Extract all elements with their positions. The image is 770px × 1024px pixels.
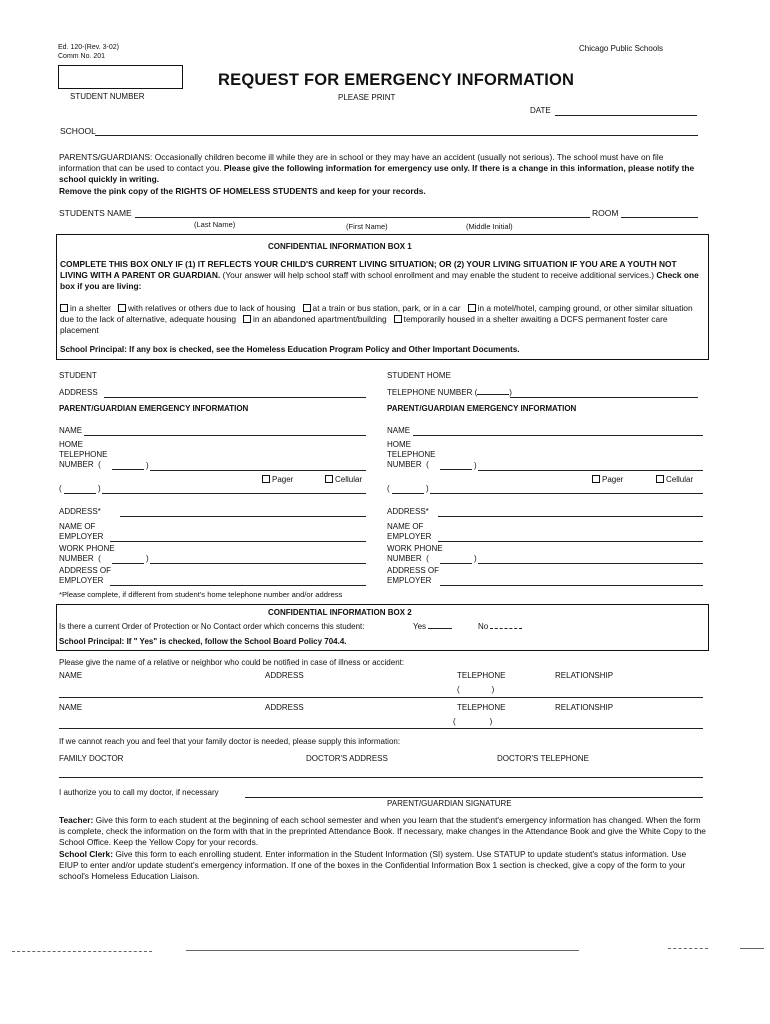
guardian2-alt-area-code[interactable] xyxy=(392,493,424,494)
relative2-name-label: NAME xyxy=(59,703,83,712)
guardian2-pager-option[interactable]: Pager xyxy=(592,475,623,484)
student-home-label: STUDENT HOME xyxy=(387,371,451,380)
please-print-note: PLEASE PRINT xyxy=(338,93,396,102)
authorize-statement: I authorize you to call my doctor, if necessary xyxy=(59,788,219,797)
student-number-label: STUDENT NUMBER xyxy=(70,92,145,101)
relative1-telephone-label: TELEPHONE xyxy=(457,671,506,680)
guardian1-employer-label: NAME OF EMPLOYER xyxy=(59,522,104,541)
guardian1-work-area-code[interactable] xyxy=(112,563,144,564)
guardian2-address-label: ADDRESS* xyxy=(387,507,429,516)
box1-title: CONFIDENTIAL INFORMATION BOX 1 xyxy=(268,242,412,251)
room-field[interactable] xyxy=(621,217,698,218)
guardian1-name-label: NAME xyxy=(59,426,83,435)
guardian1-area-code[interactable] xyxy=(112,469,144,470)
paren-close: ) xyxy=(146,461,149,470)
guardian1-alt-area-code[interactable] xyxy=(64,493,96,494)
relative1-address-label: ADDRESS xyxy=(265,671,304,680)
pg-emergency-right-heading: PARENT/GUARDIAN EMERGENCY INFORMATION xyxy=(387,404,577,413)
checkbox-icon[interactable] xyxy=(468,304,476,312)
paren-close: ) xyxy=(426,484,429,493)
confidential-box-1 xyxy=(56,234,709,360)
guardian2-area-code[interactable] xyxy=(440,469,472,470)
form-comm-number: Comm No. 201 xyxy=(58,53,106,60)
box2-title: CONFIDENTIAL INFORMATION BOX 2 xyxy=(268,608,412,617)
relative2-phone-parens[interactable]: ( ) xyxy=(453,717,493,726)
last-name-caption: (Last Name) xyxy=(194,220,236,229)
signature-field[interactable] xyxy=(245,797,703,798)
guardian1-work-phone-label: WORK PHONE NUMBER ( xyxy=(59,544,115,563)
relative1-relationship-label: RELATIONSHIP xyxy=(555,671,614,680)
guardian2-work-phone-label: WORK PHONE NUMBER ( xyxy=(387,544,443,563)
relative2-relationship-label: RELATIONSHIP xyxy=(555,703,614,712)
intro-paragraph: PARENTS/GUARDIANS: Occasionally children become ill while they are in school or they may have an accident (usually not serious). The school must have on file information that can be used to contact you. Please give the following information for emergency use only. If there is a change in this information, please notify the school quickly in writing. xyxy=(59,152,695,184)
checkbox-icon[interactable] xyxy=(325,475,333,483)
scan-artifact-line xyxy=(668,948,708,949)
date-label: DATE xyxy=(530,106,551,115)
scan-artifact-line xyxy=(12,951,152,952)
paren-close: ) xyxy=(146,554,149,563)
guardian1-home-phone-label: HOME TELEPHONE NUMBER ( xyxy=(59,440,108,469)
guardian2-employer-address-field[interactable] xyxy=(440,585,703,586)
box2-yes-option[interactable]: Yes xyxy=(413,622,452,631)
student-name-field[interactable] xyxy=(135,217,590,218)
scan-artifact-line xyxy=(186,950,579,951)
student-telephone-field[interactable] xyxy=(510,397,698,398)
signature-caption: PARENT/GUARDIAN SIGNATURE xyxy=(387,799,512,808)
guardian2-address-field[interactable] xyxy=(438,516,703,517)
guardian2-name-field[interactable] xyxy=(413,435,703,436)
teacher-instructions: Teacher: Give this form to each student at the beginning of each school semester and when you learn that the student's emergency information has changed. When the form is complete, check the information on the form with that in the preprinted Attendance Book. If necessary, make changes in the Attendance Book and give the White Copy to the School Office. Keep the Yellow Copy for your records. xyxy=(59,815,706,847)
checkbox-icon[interactable] xyxy=(118,304,126,312)
relative1-row-field[interactable] xyxy=(59,697,703,698)
guardian2-name-label: NAME xyxy=(387,426,411,435)
relative1-phone-parens[interactable]: ( ) xyxy=(457,685,495,694)
guardian2-employer-field[interactable] xyxy=(438,541,703,542)
guardian1-employer-address-label: ADDRESS OF EMPLOYER xyxy=(59,566,112,585)
doctor-intro: If we cannot reach you and feel that your family doctor is needed, please supply this information: xyxy=(59,737,401,746)
option-station[interactable]: at a train or bus station, park, or in a car xyxy=(303,303,461,313)
student-name-label: STUDENTS NAME xyxy=(59,208,132,218)
clerk-instructions: School Clerk: Give this form to each enrolling student. Enter information in the Student Information (SI) system. Use STATUP to update student's status information. Use EIUP to enter and/or update student's emergency information. If one of the boxes in the Confidential Information Box 1 section is checked, give a copy of the form to your school's Homeless Education Liaison. xyxy=(59,849,687,881)
box2-question: Is there a current Order of Protection or No Contact order which concerns this student: xyxy=(59,622,365,631)
pink-copy-note: Remove the pink copy of the RIGHTS OF HOMELESS STUDENTS and keep for your records. xyxy=(59,186,426,196)
scan-artifact-line xyxy=(740,948,764,949)
checkbox-icon[interactable] xyxy=(262,475,270,483)
guardian1-address-field[interactable] xyxy=(120,516,366,517)
doctors-telephone-label: DOCTOR'S TELEPHONE xyxy=(497,754,589,763)
room-label: ROOM xyxy=(592,208,619,218)
student-address-field[interactable] xyxy=(104,397,366,398)
guardian1-home-phone-field[interactable] xyxy=(150,470,366,471)
paren-open: ( xyxy=(59,484,62,493)
checkbox-icon[interactable] xyxy=(60,304,68,312)
checkbox-icon[interactable] xyxy=(303,304,311,312)
address-footnote: *Please complete, if different from student's home telephone number and/or address xyxy=(59,590,343,599)
paren-close: ) xyxy=(474,554,477,563)
student-address-label: ADDRESS xyxy=(59,388,98,397)
paren-close: ) xyxy=(474,461,477,470)
option-motel[interactable]: in a motel/hotel, camping ground, or other similar situation due to the lack of alternative, adequate housing xyxy=(60,303,693,324)
guardian1-employer-address-field[interactable] xyxy=(110,585,366,586)
guardian1-address-label: ADDRESS* xyxy=(59,507,101,516)
guardian1-alt-phone-field[interactable] xyxy=(102,493,366,494)
student-label: STUDENT xyxy=(59,371,97,380)
pg-emergency-left-heading: PARENT/GUARDIAN EMERGENCY INFORMATION xyxy=(59,404,249,413)
guardian1-cellular-option[interactable]: Cellular xyxy=(325,475,362,484)
checkbox-icon[interactable] xyxy=(592,475,600,483)
doctors-address-label: DOCTOR'S ADDRESS xyxy=(306,754,388,763)
option-shelter[interactable]: in a shelter xyxy=(60,303,111,313)
checkbox-icon[interactable] xyxy=(656,475,664,483)
student-number-box[interactable] xyxy=(58,65,183,89)
checkbox-icon[interactable] xyxy=(243,315,251,323)
relative2-telephone-label: TELEPHONE xyxy=(457,703,506,712)
guardian2-home-phone-field[interactable] xyxy=(478,470,703,471)
box1-principal-note: School Principal: If any box is checked, see the Homeless Education Program Policy and Other Important Documents. xyxy=(60,345,520,354)
middle-initial-caption: (Middle Initial) xyxy=(466,222,513,231)
relative2-row-field[interactable] xyxy=(59,728,703,729)
date-field[interactable] xyxy=(555,115,697,116)
guardian1-work-phone-field[interactable] xyxy=(150,563,366,564)
option-relatives[interactable]: with relatives or others due to lack of housing xyxy=(118,303,296,313)
guardian2-work-area-code[interactable] xyxy=(440,563,472,564)
option-abandoned[interactable]: in an abandoned apartment/building xyxy=(243,314,387,324)
paren-close: ) xyxy=(98,484,101,493)
relatives-intro: Please give the name of a relative or neighbor who could be notified in case of illness or accident: xyxy=(59,658,405,667)
first-name-caption: (First Name) xyxy=(346,222,388,231)
guardian1-pager-option[interactable]: Pager xyxy=(262,475,293,484)
relative2-address-label: ADDRESS xyxy=(265,703,304,712)
school-field[interactable] xyxy=(95,135,698,136)
organization-name: Chicago Public Schools xyxy=(579,44,664,53)
paren-open: ( xyxy=(387,484,390,493)
box1-options xyxy=(60,303,706,336)
telephone-number-label: TELEPHONE NUMBER ( ) xyxy=(387,388,512,397)
guardian2-work-phone-field[interactable] xyxy=(478,563,703,564)
school-label: SCHOOL xyxy=(60,126,96,136)
box2-principal-note: School Principal: If " Yes" is checked, follow the School Board Policy 704.4. xyxy=(59,637,347,646)
guardian2-employer-label: NAME OF EMPLOYER xyxy=(387,522,432,541)
box1-instructions: COMPLETE THIS BOX ONLY IF (1) IT REFLECTS YOUR CHILD'S CURRENT LIVING SITUATION; OR (2) YOUR LIVING SITUATION IF YOU ARE A YOUTH NOT LIVING WITH A PARENT OR GUARDIAN. (Your answer will help school staff with school enrollment and may enable the student to receive additional services.) Check one box if you are living: xyxy=(60,259,699,291)
guardian1-employer-field[interactable] xyxy=(110,541,366,542)
family-doctor-label: FAMILY DOCTOR xyxy=(59,754,124,763)
checkbox-icon[interactable] xyxy=(394,315,402,323)
box2-no-option[interactable]: No xyxy=(478,622,522,631)
guardian2-employer-address-label: ADDRESS OF EMPLOYER xyxy=(387,566,440,585)
guardian1-name-field[interactable] xyxy=(84,435,366,436)
doctor-row-field[interactable] xyxy=(59,777,703,778)
guardian2-alt-phone-field[interactable] xyxy=(430,493,703,494)
guardian2-cellular-option[interactable]: Cellular xyxy=(656,475,693,484)
relative1-name-label: NAME xyxy=(59,671,83,680)
option-dcfs[interactable]: temporarily housed in a shelter awaiting a DCFS permanent foster care placement xyxy=(60,314,668,335)
form-edition: Ed. 120-(Rev. 3-02) xyxy=(58,44,119,51)
form-title: REQUEST FOR EMERGENCY INFORMATION xyxy=(218,71,575,89)
guardian2-home-phone-label: HOME TELEPHONE NUMBER ( xyxy=(387,440,436,469)
